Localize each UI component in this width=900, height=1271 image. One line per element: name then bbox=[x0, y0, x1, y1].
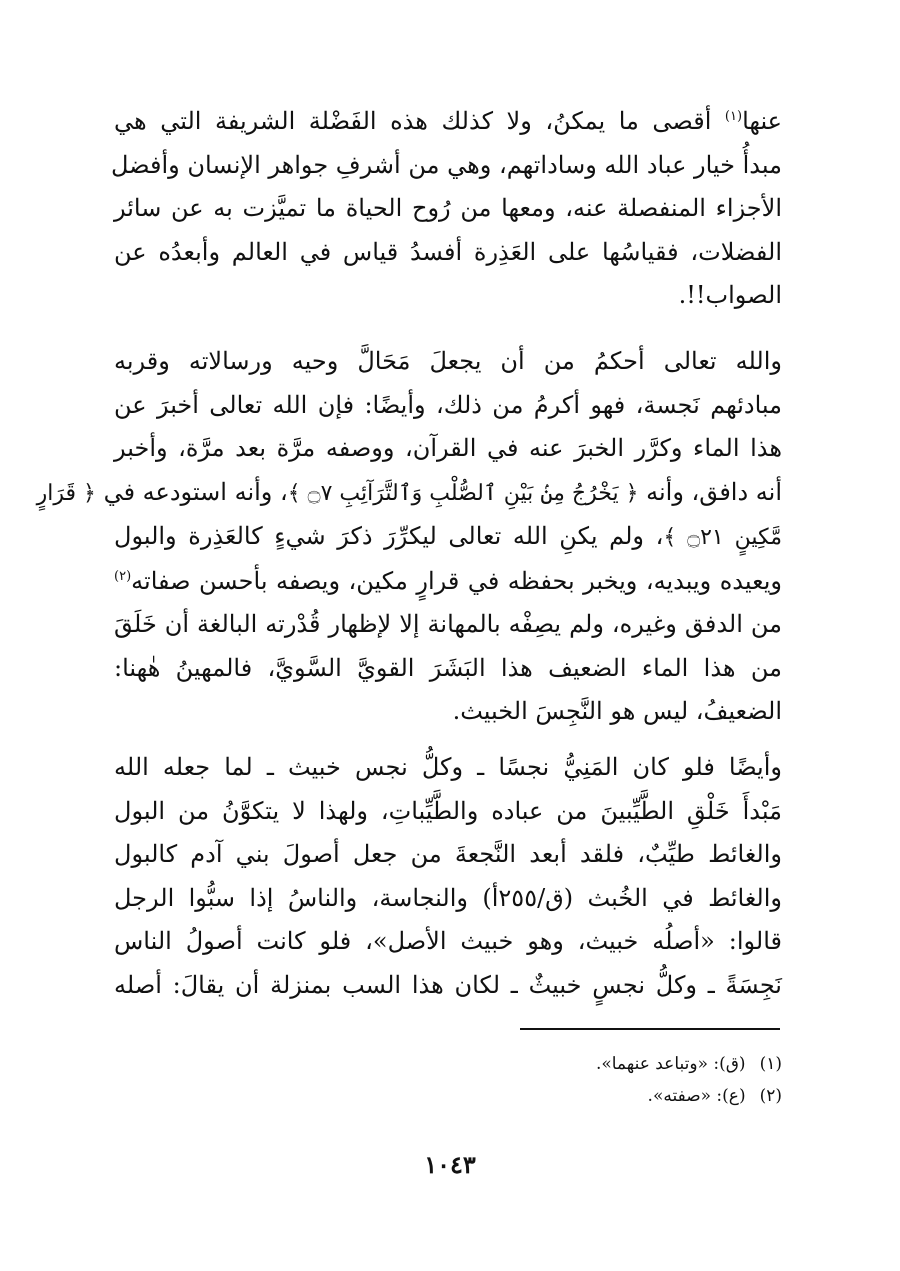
paragraph-3-line-2: مَبْدأَ خَلْقِ الطَّيِّبينَ من عباده والطَّيِّباتِ، ولهذا لا يتكوَّنُ من البول bbox=[114, 796, 782, 825]
paragraph-2-line-1: والله تعالى أحكمُ من أن يجعلَ مَحَالَّ وحيه ورسالاته وقربه bbox=[114, 347, 782, 375]
footnote-text: (ق): «وتباعد عنهما». bbox=[595, 1054, 746, 1074]
paragraph-1-line-3: الأجزاء المنفصلة عنه، ومعها من رُوح الحياة ما تميَّزت به عن سائر bbox=[114, 194, 782, 222]
paragraph-1 bbox=[111, 100, 782, 318]
text-fragment: ويعيده ويبديه، ويخبر بحفظه في قرارٍ مكين، ويصفه بأحسن صفاته bbox=[131, 566, 782, 595]
paragraph-3 bbox=[114, 746, 782, 1007]
footnote-text: (ع): «صفته». bbox=[647, 1086, 746, 1106]
text-fragment: أنه دافق، وأنه bbox=[646, 477, 782, 506]
paragraph-2-line-6 bbox=[114, 560, 782, 604]
paragraph-3-line-6: نَجِسَةً ـ وكلُّ نجسٍ خبيثٌ ـ لكان هذا السب بمنزلة أن يقالَ: أصله bbox=[114, 970, 782, 999]
paragraph-2-line-9: الضعيفُ، ليس هو النَّجِسَ الخبيث. bbox=[452, 697, 782, 725]
footnotes bbox=[282, 1048, 782, 1112]
text-fragment: ، ولم يكنِ الله تعالى ليكرِّرَ ذكرَ شيءٍ كالعَذِرة والبول bbox=[114, 522, 664, 550]
text-fragment: أقصى ما يمكنُ، ولا كذلك هذه الفَضْلة الشريفة التي هي bbox=[114, 107, 712, 135]
paragraph-2-line-4 bbox=[36, 471, 782, 516]
paragraph-2-line-3: هذا الماء وكرَّر الخبرَ عنه في القرآن، ووصفه مرَّة بعد مرَّة، وأخبر bbox=[114, 434, 782, 462]
page-number: ١٠٤٣ bbox=[424, 1150, 476, 1179]
paragraph-3-line-3: والغائط طيِّبٌ، فلقد أبعد النَّجعةَ من جعل أصولَ بني آدم كالبول bbox=[114, 840, 782, 868]
paragraph-3-line-4: والغائط في الخُبث (ق/٢٥٥أ) والنجاسة، والناسُ إذا سبُّوا الرجل bbox=[114, 883, 782, 912]
quran-verse-2-start: ﴿ قَرَارٍ bbox=[36, 480, 96, 506]
text-fragment: عنها bbox=[742, 107, 782, 135]
paragraph-1-line-4: الفضلات، فقياسُها على العَذِرة أفسدُ قياس في العالم وأبعدُه عن bbox=[114, 237, 782, 266]
paragraph-3-line-1: وأيضًا فلو كان المَنِيُّ نجسًا ـ وكلُّ نجس خبيث ـ لما جعله الله bbox=[114, 753, 782, 781]
paragraph-2-line-7: من الدفق وغيره، ولم يصِفْه بالمهانة إلا لإظهار قُدْرته البالغة أن خَلَقَ bbox=[114, 610, 782, 638]
quran-verse-1: ﴿ يَخْرُجُ مِنۢ بَيْنِ ٱلصُّلْبِ وَٱلتَّرَآئِبِ ۝٧ ﴾ bbox=[287, 480, 639, 506]
text-fragment: ، وأنه استودعه في bbox=[103, 477, 288, 506]
footnote-1 bbox=[282, 1048, 782, 1080]
paragraph-2-line-8: من هذا الماء الضعيف هذا البَشَرَ القويَّ السَّويَّ، فالمهينُ هٰهنا: bbox=[114, 653, 782, 682]
paragraph-1-line-2: مبدأُ خيار عباد الله وساداتهم، وهي من أشرفِ جواهر الإنسان وأفضل bbox=[111, 150, 782, 179]
footnote-ref-1[interactable]: (١) bbox=[724, 109, 743, 124]
footnote-number: (٢) bbox=[759, 1086, 782, 1106]
quran-verse-2-end: مَّكِينٍ ۝٢١ ﴾ bbox=[663, 525, 782, 550]
paragraph-3-line-5: قالوا: «أصلُه خبيث، وهو خبيث الأصل»، فلو كانت أصولُ الناس bbox=[114, 927, 782, 955]
footnote-divider bbox=[520, 1028, 780, 1030]
paragraph-2-line-2: مبادئهم نَجسة، فهو أكرمُ من ذلك، وأيضًا: فإن الله تعالى أخبرَ عن bbox=[114, 390, 782, 419]
paragraph-1-line-5: الصواب!!. bbox=[678, 281, 782, 309]
footnote-2 bbox=[282, 1080, 782, 1112]
paragraph-1-line-1 bbox=[114, 100, 782, 144]
footnote-number: (١) bbox=[759, 1054, 782, 1074]
paragraph-2-line-5 bbox=[114, 515, 782, 560]
paragraph-2 bbox=[36, 340, 782, 734]
footnote-ref-2[interactable]: (٢) bbox=[114, 568, 132, 584]
